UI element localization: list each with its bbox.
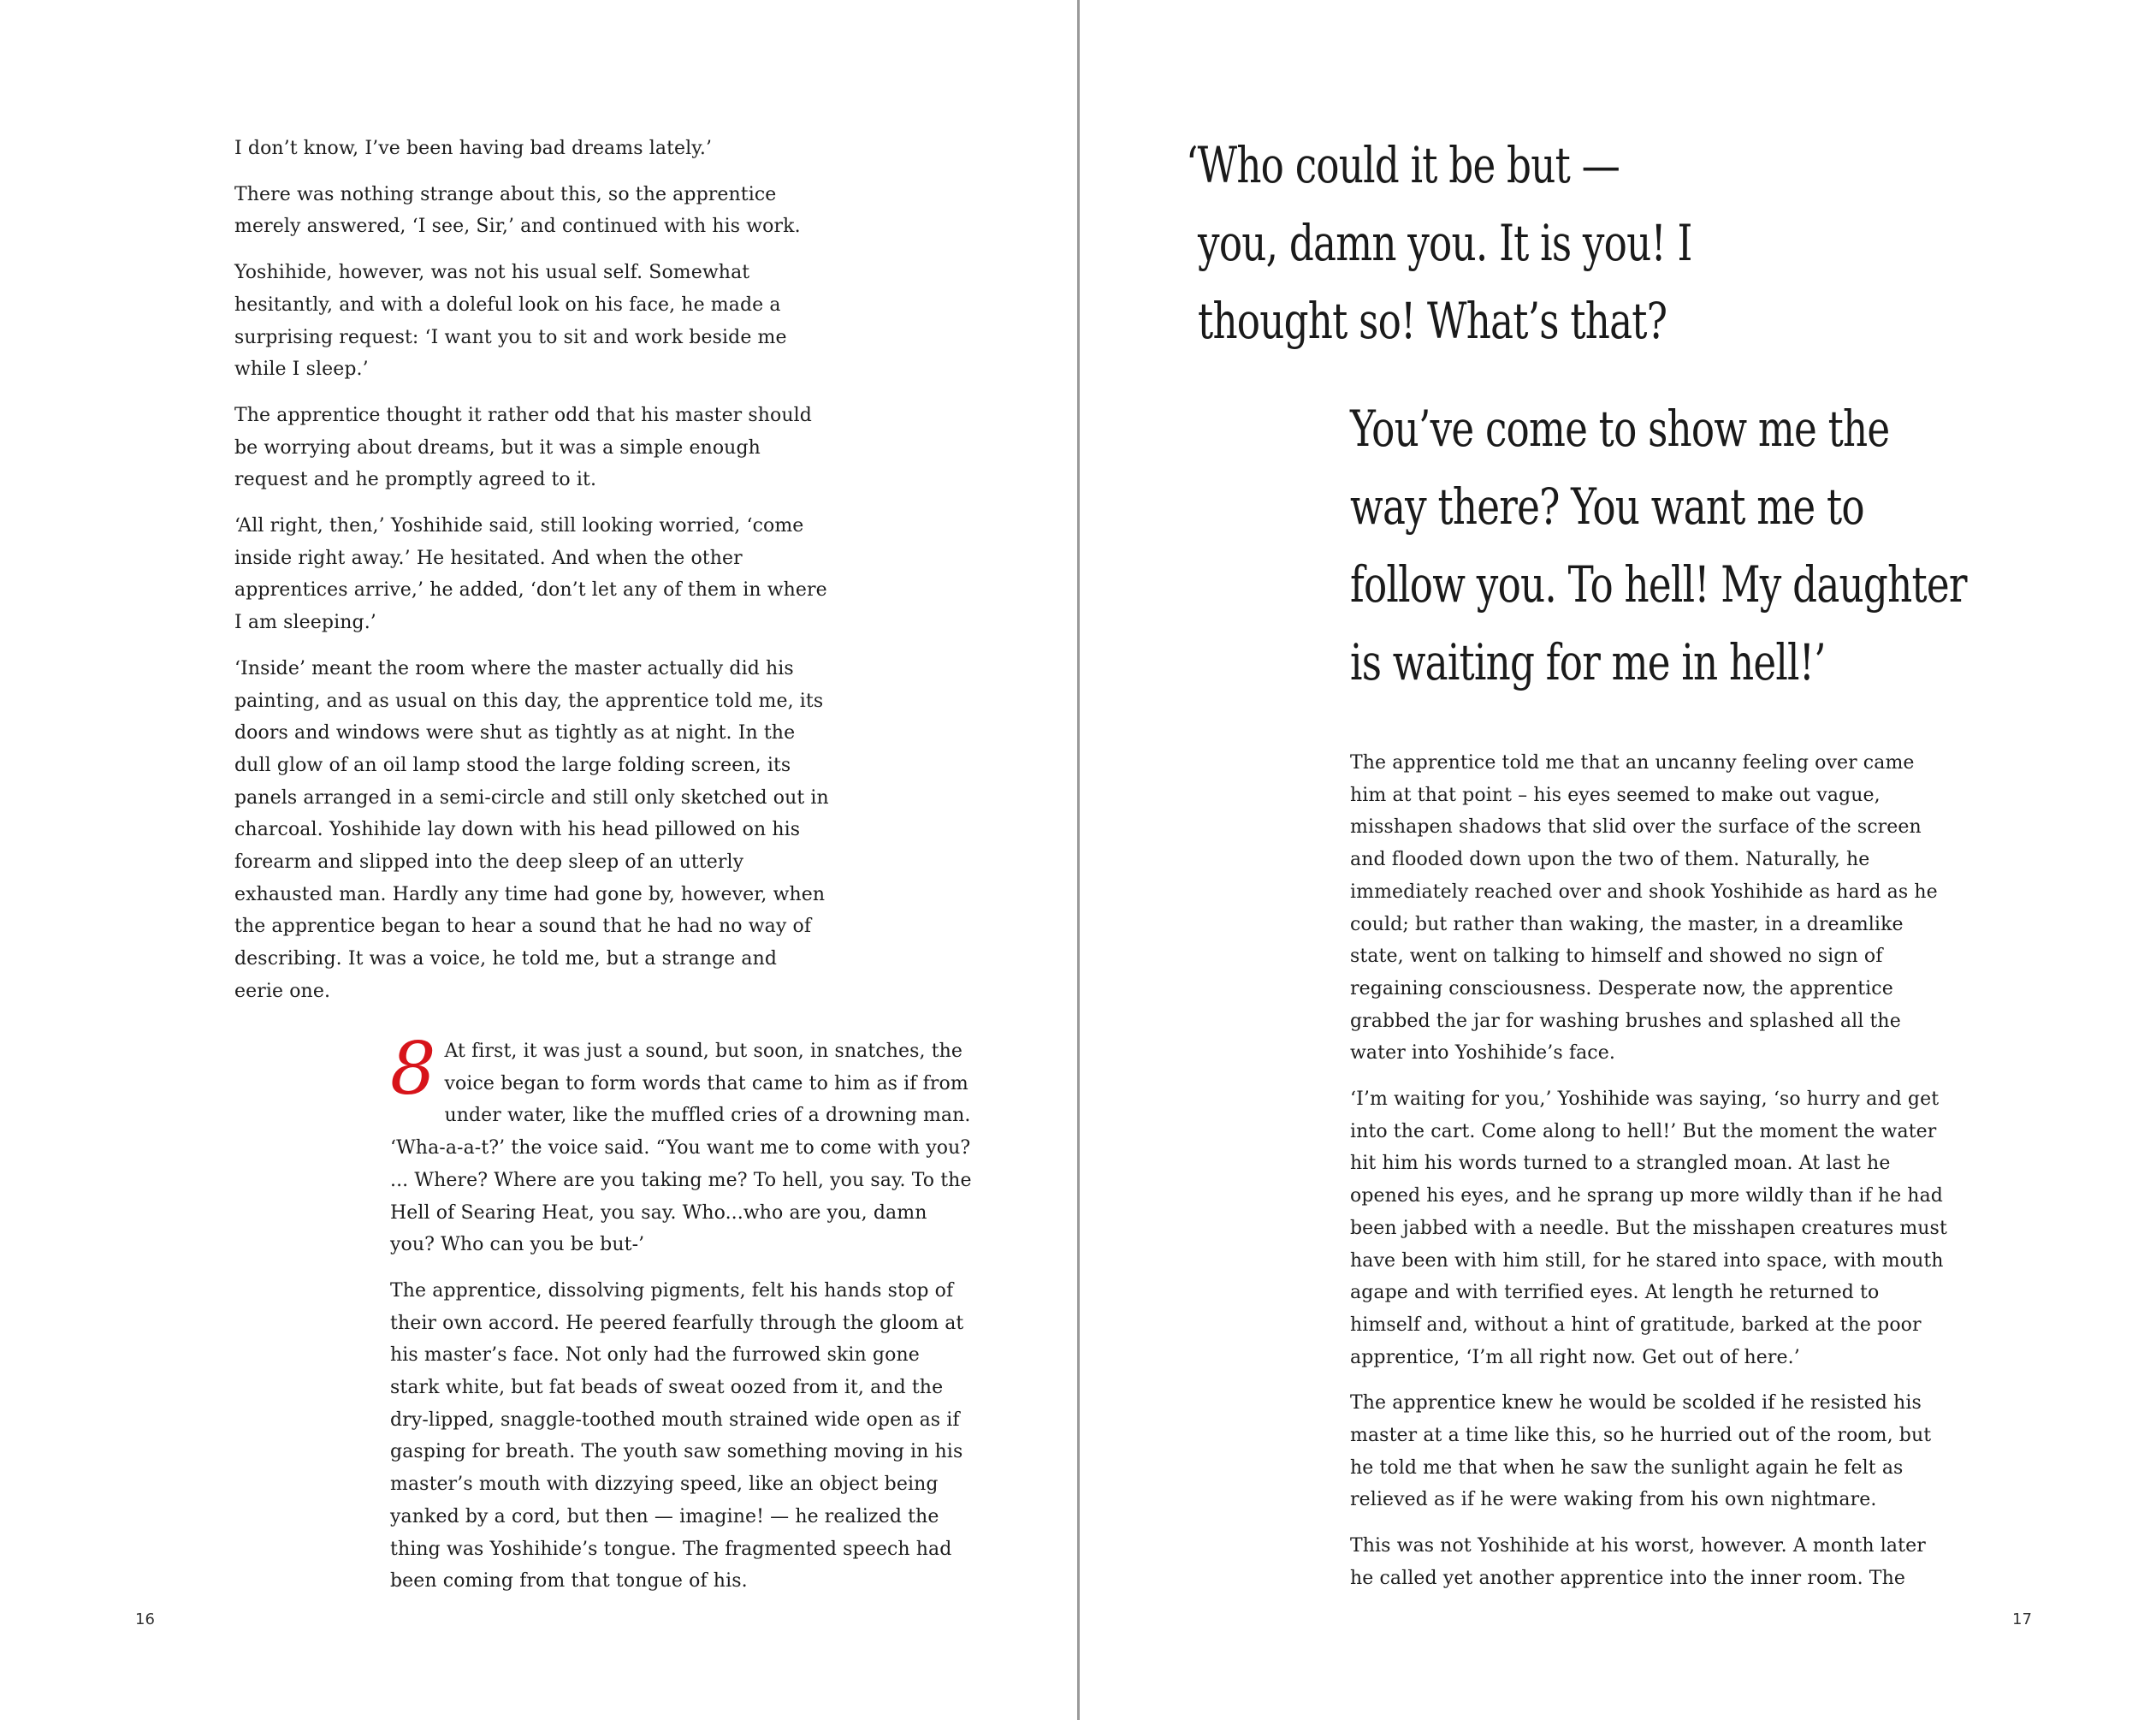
right-column xyxy=(1350,747,1949,1609)
paragraph: I don’t know, I’ve been having bad dreams lately.’ xyxy=(234,138,713,159)
paragraph: The apprentice knew he would be scolded if he resisted his master at a time like this, so he hurried out of the room, but he told me that when he saw the sunlight again he felt as relieved as if he were waking from his own nightmare. xyxy=(1350,1392,1932,1511)
left-column-top xyxy=(234,133,829,1022)
paragraph: ‘All right, then,’ Yoshihide said, still looking worried, ‘come inside right away.’ He hesitated. And when the other apprentices arrive,’ he added, ‘don’t let any of them in where I am sleeping.’ xyxy=(234,515,827,634)
pull-quote-line: you, damn you. It is you! I xyxy=(1198,214,1692,272)
page-number: 17 xyxy=(2012,1610,2032,1628)
paragraph: This was not Yoshihide at his worst, however. A month later he called yet another apprentice into the inner room. The xyxy=(1350,1535,1926,1589)
pull-quote-line: is waiting for me in hell!’ xyxy=(1350,633,1826,691)
paragraph: At first, it was just a sound, but soon, in snatches, the voice began to form words that came to him as if from under water, like the muffled cries of a drowning man. ‘Wha-a-a-t?’ the voice said. “You want me to come with you? ... Where? Where are you taking me? To hell, you say. To the Hell of Searing Heat, you say. Who...who are you, damn you? Who can you be but-’ xyxy=(390,1041,972,1256)
pull-quote-line: ‘Who could it be but — xyxy=(1186,136,1620,194)
section-number-drop-cap: 8 xyxy=(390,1027,436,1111)
paragraph: The apprentice, dissolving pigments, felt his hands stop of their own accord. He peered fearfully through the gloom at his master’s face. Not only had the furrowed skin gone stark white, but fat beads of sweat oozed from it, and the dry-lipped, snaggle-toothed mouth strained wide open as if gasping for breath. The youth saw something moving in his master’s mouth with dizzying speed, like an object being yanked by a cord, but then — imagine! — he realized the thing was Yoshihide’s tongue. The fragmented speech had been coming from that tongue of his. xyxy=(390,1279,964,1592)
pull-quote-second xyxy=(1350,390,1967,702)
pull-quote-line: way there? You want me to xyxy=(1350,477,1864,536)
pull-quote-line: You’ve come to show me the xyxy=(1350,400,1890,458)
pull-quote-first xyxy=(1186,127,1692,360)
paragraph: ‘I’m waiting for you,’ Yoshihide was saying, ‘so hurry and get into the cart. Come along to hell!’ But the moment the water hit him his words turned to a strangled moan. At last he opened his eyes, and he sprang up more wildly than if he had been jabbed with a needle. But the misshapen creatures must have been with him still, for he stared into space, with mouth agape and with terrified eyes. At length he returned to himself and, without a hint of gratitude, barked at the poor apprentice, ‘I’m all right now. Get out of here.’ xyxy=(1350,1088,1947,1368)
pull-quote-line: thought so! What’s that? xyxy=(1198,292,1667,350)
paragraph: ‘Inside’ meant the room where the master actually did his painting, and as usual on this day, the apprentice told me, its doors and windows were shut as tightly as at night. In the dull glow of an oil lamp stood the large folding screen, its panels arranged in a semi-circle and still only sketched out in charcoal. Yoshihide lay down with his head pillowed on his forearm and slipped into the deep sleep of an utterly exhausted man. Hardly any time had gone by, however, when the apprentice began to hear a sound that he had no way of describing. It was a voice, he told me, but a strange and eerie one. xyxy=(234,657,829,1002)
paragraph: The apprentice told me that an uncanny feeling over came him at that point – his eyes seemed to make out vague, misshapen shadows that slid over the surface of the screen and flooded down upon the two of them. Naturally, he immediately reached over and shook Yoshihide as hard as he could; but rather than waking, the master, in a dreamlike state, went on talking to himself and showed no sign of regaining consciousness. Desperate now, the apprentice grabbed the jar for washing brushes and splashed all the water into Yoshihide’s face. xyxy=(1350,752,1938,1065)
paragraph: Yoshihide, however, was not his usual self. Somewhat hesitantly, and with a doleful look on his face, he made a surprising request: ‘I want you to sit and work beside me while I sleep.’ xyxy=(234,262,787,381)
left-page xyxy=(0,0,1077,1720)
paragraph: There was nothing strange about this, so the apprentice merely answered, ‘I see, Sir,’ and continued with his work. xyxy=(234,183,801,238)
page-number: 16 xyxy=(135,1610,155,1628)
pull-quote-line: follow you. To hell! My daughter xyxy=(1350,555,1967,614)
paragraph: The apprentice thought it rather odd that his master should be worrying about dreams, but it was a simple enough request and he promptly agreed to it. xyxy=(234,404,812,491)
left-column-section xyxy=(390,1027,972,1611)
right-page xyxy=(1080,0,2156,1720)
